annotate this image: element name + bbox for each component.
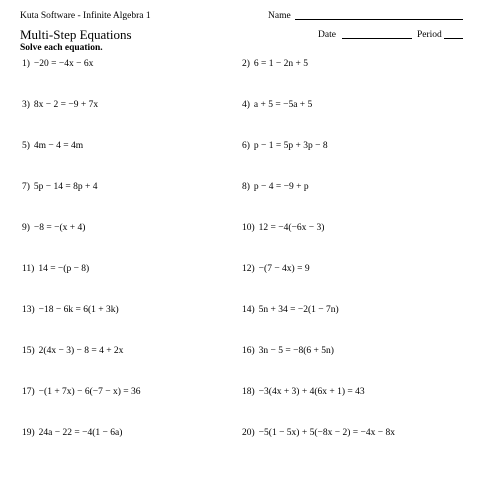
problem-number: 14) — [242, 305, 255, 315]
problem-number: 19) — [22, 428, 35, 438]
problem-equation: 8x − 2 = −9 + 7x — [33, 100, 99, 110]
problem-equation: a + 5 = −5a + 5 — [253, 100, 313, 110]
problem-15 — [22, 346, 123, 357]
problem-equation: 24a − 22 = −4(1 − 6a) — [38, 428, 123, 438]
problem-equation: 5n + 34 = −2(1 − 7n) — [258, 305, 339, 315]
problem-9 — [22, 223, 85, 234]
problem-20 — [242, 428, 395, 439]
problem-number: 11) — [22, 264, 35, 274]
problem-number: 8) — [242, 182, 250, 192]
period-blank-line — [444, 38, 463, 39]
problem-number: 3) — [22, 100, 30, 110]
name-label: Name — [268, 11, 291, 21]
problem-equation: −(1 + 7x) − 6(−7 − x) = 36 — [38, 387, 141, 397]
problem-equation: −(7 − 4x) = 9 — [258, 264, 310, 274]
problem-2 — [242, 59, 308, 70]
problem-number: 9) — [22, 223, 30, 233]
problem-1 — [22, 59, 93, 70]
problem-number: 20) — [242, 428, 255, 438]
problem-equation: 6 = 1 − 2n + 5 — [253, 59, 308, 69]
date-blank-line — [342, 38, 412, 39]
problem-equation: 12 = −4(−6x − 3) — [258, 223, 325, 233]
problem-16 — [242, 346, 334, 357]
problem-number: 15) — [22, 346, 35, 356]
problem-3 — [22, 100, 98, 111]
name-blank-line — [295, 19, 463, 20]
problem-6 — [242, 141, 328, 152]
problem-equation: 2(4x − 3) − 8 = 4 + 2x — [38, 346, 124, 356]
problem-17 — [22, 387, 140, 398]
problem-number: 17) — [22, 387, 35, 397]
problem-10 — [242, 223, 324, 234]
problem-11 — [22, 264, 89, 275]
instructions: Solve each equation. — [20, 43, 103, 53]
problem-number: 5) — [22, 141, 30, 151]
problem-equation: 14 = −(p − 8) — [38, 264, 90, 274]
problem-number: 16) — [242, 346, 255, 356]
problem-5 — [22, 141, 83, 152]
problem-equation: p − 4 = −9 + p — [253, 182, 309, 192]
problem-12 — [242, 264, 310, 275]
problem-number: 6) — [242, 141, 250, 151]
date-label: Date — [318, 30, 336, 40]
problem-equation: 3n − 5 = −8(6 + 5n) — [258, 346, 334, 356]
period-label: Period — [417, 30, 442, 40]
problem-8 — [242, 182, 309, 193]
problem-13 — [22, 305, 119, 316]
problem-equation: −3(4x + 3) + 4(6x + 1) = 43 — [258, 387, 365, 397]
problem-number: 13) — [22, 305, 35, 315]
problem-equation: −8 = −(x + 4) — [33, 223, 86, 233]
software-header: Kuta Software - Infinite Algebra 1 — [20, 11, 151, 21]
problem-number: 10) — [242, 223, 255, 233]
problem-14 — [242, 305, 339, 316]
problem-7 — [22, 182, 98, 193]
problem-equation: 5p − 14 = 8p + 4 — [33, 182, 98, 192]
problem-number: 4) — [242, 100, 250, 110]
problem-4 — [242, 100, 312, 111]
problem-number: 7) — [22, 182, 30, 192]
problem-18 — [242, 387, 365, 398]
problem-number: 2) — [242, 59, 250, 69]
problem-number: 12) — [242, 264, 255, 274]
problem-equation: −18 − 6k = 6(1 + 3k) — [38, 305, 119, 315]
problem-19 — [22, 428, 122, 439]
problem-equation: −5(1 − 5x) + 5(−8x − 2) = −4x − 8x — [258, 428, 395, 438]
problem-number: 1) — [22, 59, 30, 69]
problem-equation: 4m − 4 = 4m — [33, 141, 84, 151]
problem-equation: −20 = −4x − 6x — [33, 59, 94, 69]
problem-equation: p − 1 = 5p + 3p − 8 — [253, 141, 328, 151]
problem-number: 18) — [242, 387, 255, 397]
worksheet-title: Multi-Step Equations — [20, 27, 132, 42]
